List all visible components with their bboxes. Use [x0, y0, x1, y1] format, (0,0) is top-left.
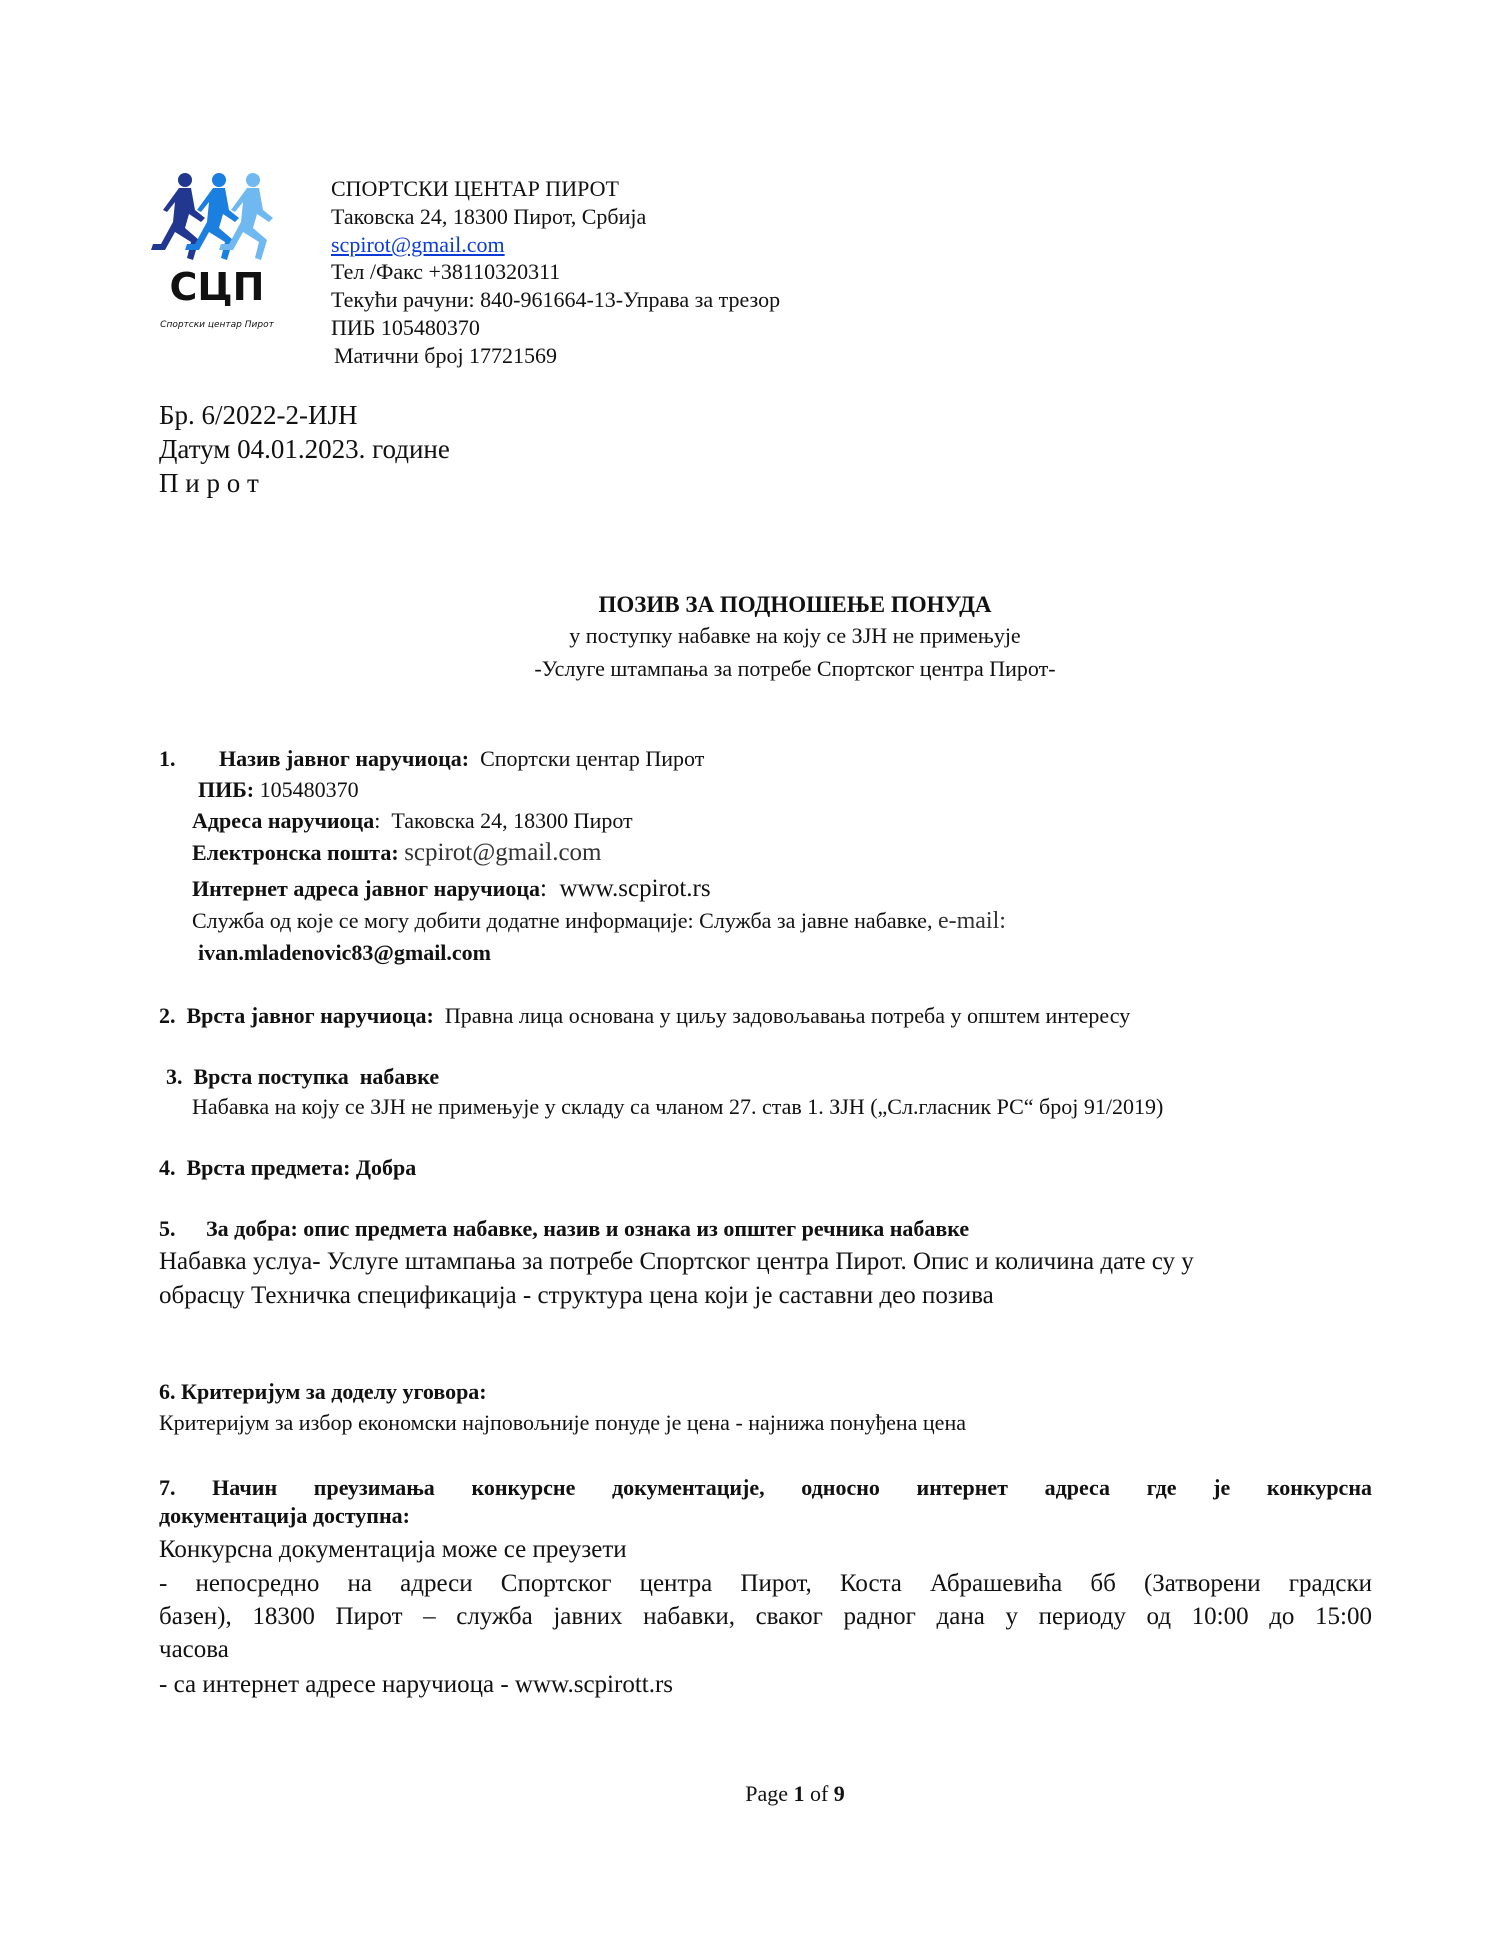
- s5-label: За добра: опис предмета набавке, назив и ознака из општег речника набавке: [206, 1216, 970, 1241]
- page-word: Page: [745, 1781, 788, 1806]
- s1-web-value[interactable]: : www.scpirot.rs: [540, 875, 711, 902]
- total-pages: 9: [833, 1781, 845, 1806]
- s7-line-1: Конкурсна документација може се преузети: [159, 1536, 627, 1563]
- s1-service-email[interactable]: ivan.mladenovic83@gmail.com: [198, 940, 492, 965]
- s5-line-1: Набавка услуа- Услуге штампања за потребе Спортског центра Пирот. Опис и количина дате су у: [159, 1248, 1194, 1275]
- s6-label: 6. Критеријум за доделу уговора:: [159, 1379, 487, 1404]
- logo-caption: Спортски центар Пирот: [160, 320, 274, 330]
- s1-pib-value: 105480370: [259, 777, 359, 802]
- s1-web-row: [192, 874, 711, 904]
- s3-label: 3. Врста поступка набавке: [166, 1064, 440, 1089]
- s1-service-email-label: e-mail:: [937, 908, 1006, 934]
- s1-email-value[interactable]: scpirot@gmail.com: [404, 839, 602, 866]
- s1-number: 1.: [159, 746, 176, 771]
- s1-service-text: Служба од које се могу добити додатне информације: Служба за јавне набавке,: [192, 908, 933, 933]
- s3-value: Набавка на коју се ЗЈН не примењује у складу са чланом 27. став 1. ЗЈН („Сл.гласник РС“ број 91/2019): [192, 1094, 1164, 1119]
- s2-value: Правна лица основана у циљу задовољавања потреба у општем интересу: [444, 1003, 1131, 1028]
- page-number: [0, 1781, 1500, 1807]
- ref-city: П и р о т: [159, 468, 259, 498]
- org-email-link[interactable]: scpirot@gmail.com: [331, 232, 505, 257]
- s7-line-4: часова: [159, 1636, 229, 1663]
- s1-web-label: Интернет адреса јавног наручиоца: [192, 876, 541, 901]
- ref-number: Бр. 6/2022-2-ИЈН: [159, 400, 358, 430]
- s1-name-label: Назив јавног наручиоца:: [219, 746, 470, 771]
- org-name: СПОРТСКИ ЦЕНТАР ПИРОТ: [331, 176, 619, 201]
- logo: [145, 170, 290, 332]
- s1-email-label: Електронска пошта:: [192, 840, 399, 865]
- s1-pib-label: ПИБ:: [198, 777, 255, 802]
- logo-letters: СЦП: [169, 265, 265, 309]
- s7-line-5: - са интернет адресе наручиоца - www.scpirott.rs: [159, 1671, 674, 1698]
- s1-service-row: [192, 907, 1006, 936]
- subtitle-1: у поступку набавке на коју се ЗЈН не примењује: [569, 623, 1021, 648]
- s1-name-row: [219, 746, 704, 772]
- org-account: Текући рачуни: 840-961664-13-Управа за трезор: [331, 287, 781, 312]
- s5-number: 5.: [159, 1216, 176, 1241]
- s1-name-value: Спортски центар Пирот: [480, 746, 705, 771]
- s1-address-value: : Таковска 24, 18300 Пирот: [374, 808, 633, 833]
- s2-label: 2. Врста јавног наручиоца:: [159, 1003, 434, 1028]
- of-word: of: [809, 1781, 829, 1806]
- s1-address-row: [192, 808, 633, 834]
- runners-logo-icon: [145, 170, 290, 332]
- s7-line-2: - непосредно на адреси Спортског центра Пирот, Коста Абрашевића бб (Затворени градски: [159, 1570, 1372, 1597]
- s1-email-row: [192, 838, 602, 868]
- s5-line-2: обрасцу Техничка спецификација - структура цена који је саставни део позива: [159, 1282, 994, 1309]
- subtitle-2: -Услуге штампања за потребе Спортског центра Пирот-: [534, 656, 1056, 681]
- s7-label-2: документација доступна:: [159, 1503, 410, 1528]
- s1-address-label: Адреса наручиоца: [192, 808, 375, 833]
- s4-label: 4. Врста предмета: Добра: [159, 1155, 417, 1180]
- page-title: ПОЗИВ ЗА ПОДНОШЕЊЕ ПОНУДА: [598, 592, 992, 617]
- s2-row: [159, 1003, 1130, 1029]
- current-page: 1: [793, 1781, 805, 1806]
- org-phone: Тел /Факс +38110320311: [331, 259, 561, 284]
- s1-pib-row: [198, 777, 359, 803]
- org-pib: ПИБ 105480370: [331, 315, 480, 340]
- s7-label-1: 7. Начин преузимања конкурсне документације, односно интернет адреса где је конкурсна: [159, 1475, 1372, 1500]
- ref-date: Датум 04.01.2023. године: [159, 434, 450, 464]
- org-address: Таковска 24, 18300 Пирот, Србија: [331, 204, 647, 229]
- org-reg-no: Матични број 17721569: [334, 343, 558, 368]
- s7-line-3: базен), 18300 Пирот – служба јавних набавки, сваког радног дана у периоду од 10:00 до 15:00: [159, 1603, 1372, 1630]
- s6-value: Критеријум за избор економски најповољније понуде је цена - најнижа понуђена цена: [159, 1410, 966, 1435]
